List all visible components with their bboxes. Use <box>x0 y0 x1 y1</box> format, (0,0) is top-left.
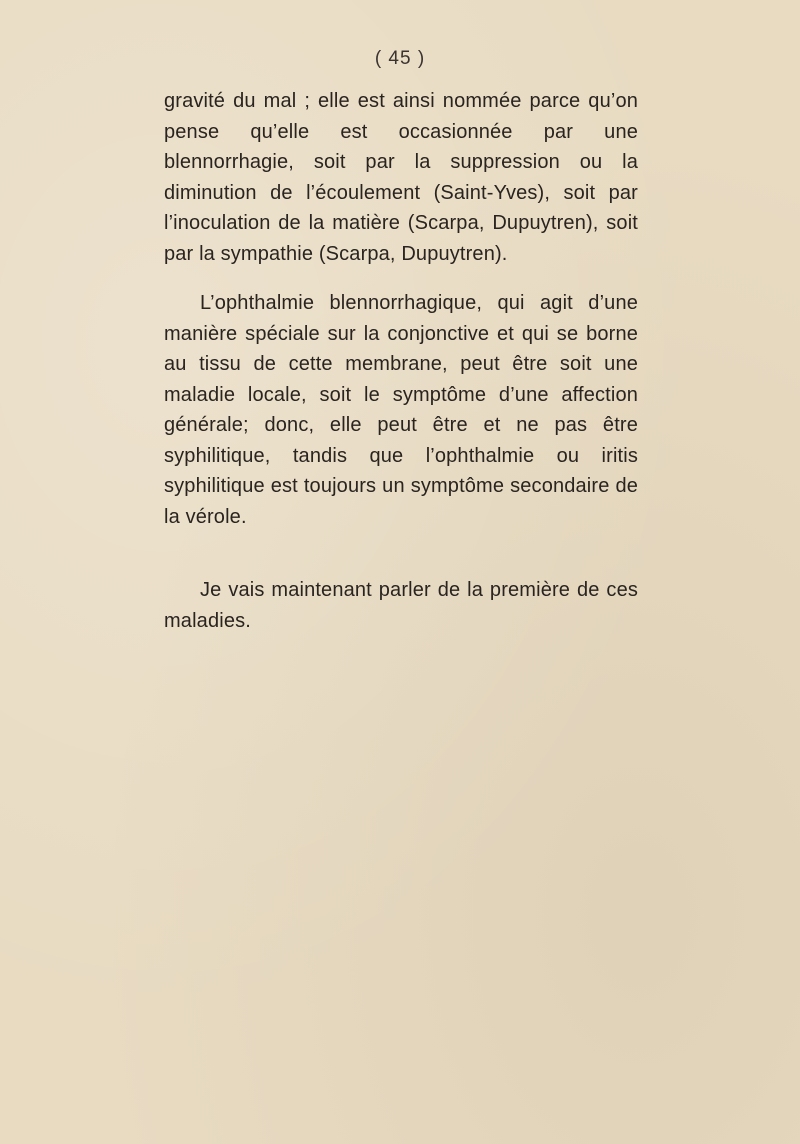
paragraph-conclusion: Je vais maintenant parler de la première de ces maladies. <box>164 579 638 632</box>
paragraph-ophthalmie: L’ophthalmie blennorrhagique, qui agit d’une manière spéciale sur la conjonctive et qui se borne au tissu de cette membrane, peut être soit une maladie locale, soit le symptôme d’une affection générale; donc, elle peut être et ne pas être syphilitique, tandis que l’ophthalmie ou iritis syphilitique est toujours un symptôme secondaire de la vérole. <box>164 292 638 528</box>
body-text <box>164 86 638 636</box>
paragraph-continuation: gravité du mal ; elle est ainsi nommée parce qu’on pense qu’elle est occasionnée par une blennorrhagie, soit par la suppression ou la diminution de l’écoulement (Saint-Yves), soit par l’inoculation de la matière (Scarpa, Dupuytren), soit par la sympathie (Scarpa, Dupuytren). <box>164 90 638 265</box>
page-number: ( 45 ) <box>374 48 426 69</box>
